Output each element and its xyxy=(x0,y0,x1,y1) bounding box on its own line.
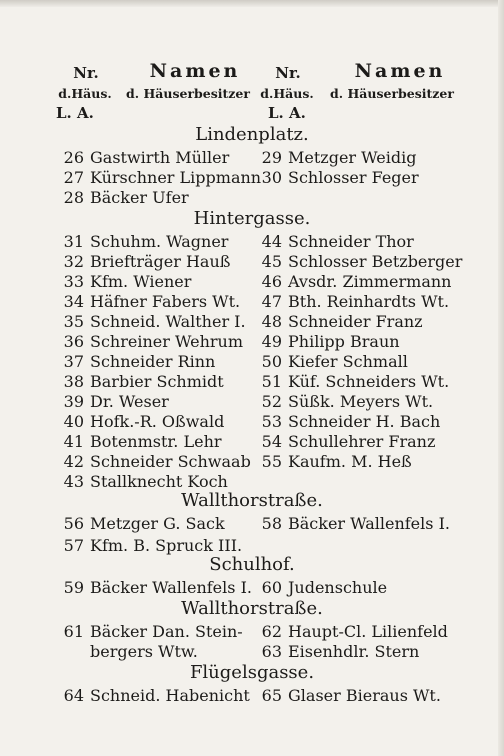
owner-name: Metzger Weidig xyxy=(288,148,417,167)
house-number: 57 xyxy=(63,536,84,555)
owner-name: Eisenhdlr. Stern xyxy=(288,642,420,661)
entry-left xyxy=(60,452,251,472)
house-number: 42 xyxy=(63,452,84,471)
house-number: 33 xyxy=(63,272,84,291)
street-heading: Flügelsgasse. xyxy=(189,662,315,683)
house-number: 36 xyxy=(63,332,84,351)
entry-right xyxy=(258,272,451,292)
owner-name: Briefträger Hauß xyxy=(90,252,231,271)
entry-left xyxy=(60,686,250,706)
house-number: 31 xyxy=(63,232,84,251)
house-number: 54 xyxy=(261,432,282,451)
entry-left xyxy=(60,536,242,556)
entry-right xyxy=(258,642,419,662)
owner-name: Gastwirth Müller xyxy=(90,148,230,167)
owner-name: Süßk. Meyers Wt. xyxy=(288,392,434,411)
house-number: 65 xyxy=(261,686,282,705)
owner-name: Hofk.-R. Oßwald xyxy=(90,412,225,431)
entry-left xyxy=(60,412,224,432)
house-number: 48 xyxy=(261,312,282,331)
house-number: 55 xyxy=(261,452,282,471)
owner-name: Bth. Reinhardts Wt. xyxy=(288,292,450,311)
table-row xyxy=(0,412,504,432)
owner-name: Kiefer Schmall xyxy=(288,352,408,371)
house-number: 63 xyxy=(261,642,282,661)
street-heading: Wallthorstraße. xyxy=(181,598,323,619)
header-owner-left: d. Häuserbesitzer xyxy=(126,86,250,101)
entry-left xyxy=(60,232,228,252)
table-row xyxy=(0,332,504,352)
house-number: 64 xyxy=(63,686,84,705)
entry-left xyxy=(60,432,222,452)
entry-right xyxy=(258,232,414,252)
house-number: 52 xyxy=(261,392,282,411)
entry-right xyxy=(258,452,412,472)
owner-name: Schreiner Wehrum xyxy=(90,332,244,351)
entry-right xyxy=(258,686,441,706)
table-row xyxy=(0,622,504,642)
owner-name: Schneid. Walther I. xyxy=(90,312,246,331)
house-number: 58 xyxy=(261,514,282,533)
header-house-left: d.Häus. xyxy=(58,86,112,101)
owner-name: Schneid. Habenicht xyxy=(90,686,250,705)
owner-name: Schlosser Betzberger xyxy=(288,252,463,271)
table-row xyxy=(0,686,504,706)
house-number: 49 xyxy=(261,332,282,351)
owner-name-continuation: bergers Wtw. xyxy=(90,642,198,661)
table-row xyxy=(0,232,504,252)
house-number: 34 xyxy=(63,292,84,311)
entry-right xyxy=(258,514,450,534)
entry-right xyxy=(258,372,449,392)
header-namen-right: Namen xyxy=(354,60,446,82)
entry-left xyxy=(60,148,229,168)
house-number: 39 xyxy=(63,392,84,411)
table-row xyxy=(0,252,504,272)
entry-right xyxy=(258,578,387,598)
entry-left xyxy=(60,622,243,642)
house-number: 44 xyxy=(261,232,282,251)
entry-left xyxy=(60,188,189,208)
owner-name: Schneider H. Bach xyxy=(288,412,441,431)
owner-name: Häfner Fabers Wt. xyxy=(90,292,241,311)
entry-left xyxy=(60,392,169,412)
entry-right xyxy=(258,352,408,372)
table-row xyxy=(0,642,504,662)
entry-right xyxy=(258,622,448,642)
entry-left xyxy=(60,272,191,292)
table-row xyxy=(0,372,504,392)
house-number: 47 xyxy=(261,292,282,311)
table-row xyxy=(0,312,504,332)
house-number: 62 xyxy=(261,622,282,641)
house-number: 41 xyxy=(63,432,84,451)
table-row xyxy=(0,168,504,188)
entry-right xyxy=(258,432,435,452)
header-nr-left: Nr. xyxy=(73,64,99,82)
street-heading: Schulhof. xyxy=(209,554,295,575)
house-number: 27 xyxy=(63,168,84,187)
entry-left xyxy=(60,332,243,352)
entry-left xyxy=(60,514,225,534)
owner-name: Metzger G. Sack xyxy=(90,514,225,533)
entry-right xyxy=(258,332,400,352)
entry-left xyxy=(60,168,261,188)
owner-name: Schuhm. Wagner xyxy=(90,232,229,251)
house-number: 59 xyxy=(63,578,84,597)
entry-right xyxy=(258,412,440,432)
header-la-right: L. A. xyxy=(268,104,306,122)
owner-name: Kfm. B. Spruck III. xyxy=(90,536,243,555)
house-number: 56 xyxy=(63,514,84,533)
table-row xyxy=(0,536,504,556)
top-rule xyxy=(0,0,504,7)
table-row xyxy=(0,272,504,292)
entry-left xyxy=(60,578,252,598)
table-row xyxy=(0,188,504,208)
table-row xyxy=(0,578,504,598)
table-row xyxy=(0,392,504,412)
header-nr-right: Nr. xyxy=(275,64,301,82)
owner-name: Barbier Schmidt xyxy=(90,372,224,391)
header-la-left: L. A. xyxy=(56,104,94,122)
house-number: 28 xyxy=(63,188,84,207)
entry-right xyxy=(258,392,433,412)
street-heading: Wallthorstraße. xyxy=(181,490,323,511)
entry-right xyxy=(258,292,449,312)
owner-name: Schneider Rinn xyxy=(90,352,216,371)
house-number: 38 xyxy=(63,372,84,391)
entry-left xyxy=(60,472,228,492)
entry-right xyxy=(258,168,419,188)
owner-name: Haupt-Cl. Lilienfeld xyxy=(288,622,448,641)
entry-right xyxy=(258,312,423,332)
entry-left xyxy=(60,292,240,312)
header-owner-right: d. Häuserbesitzer xyxy=(330,86,454,101)
entry-right xyxy=(258,148,416,168)
owner-name: Bäcker Ufer xyxy=(90,188,189,207)
table-row xyxy=(0,352,504,372)
house-number: 51 xyxy=(261,372,282,391)
table-row xyxy=(0,514,504,534)
table-row xyxy=(0,148,504,168)
house-number: 40 xyxy=(63,412,84,431)
owner-name: Bäcker Dan. Stein- xyxy=(90,622,243,641)
owner-name: Schneider Schwaab xyxy=(90,452,251,471)
house-number: 45 xyxy=(261,252,282,271)
owner-name: Schneider Franz xyxy=(288,312,423,331)
table-row xyxy=(0,292,504,312)
header-house-right: d.Häus. xyxy=(260,86,314,101)
owner-name: Kfm. Wiener xyxy=(90,272,192,291)
house-number: 50 xyxy=(261,352,282,371)
header-namen-left: Namen xyxy=(149,60,241,82)
owner-name: Bäcker Wallenfels I. xyxy=(90,578,252,597)
house-number: 61 xyxy=(63,622,84,641)
entry-left xyxy=(60,252,230,272)
owner-name: Dr. Weser xyxy=(90,392,169,411)
owner-name: Glaser Bieraus Wt. xyxy=(288,686,441,705)
owner-name: Kürschner Lippmann xyxy=(90,168,262,187)
entry-left xyxy=(60,312,246,332)
street-heading: Hintergasse. xyxy=(193,208,311,229)
table-row xyxy=(0,432,504,452)
owner-name: Schlosser Feger xyxy=(288,168,419,187)
house-number: 37 xyxy=(63,352,84,371)
house-number: 32 xyxy=(63,252,84,271)
owner-name: Judenschule xyxy=(288,578,388,597)
owner-name: Kaufm. M. Heß xyxy=(288,452,412,471)
owner-name: Botenmstr. Lehr xyxy=(90,432,222,451)
street-heading: Lindenplatz. xyxy=(195,124,309,145)
house-number: 60 xyxy=(261,578,282,597)
house-number: 43 xyxy=(63,472,84,491)
owner-name: Schneider Thor xyxy=(288,232,414,251)
owner-name: Schullehrer Franz xyxy=(288,432,436,451)
house-number: 46 xyxy=(261,272,282,291)
entry-left xyxy=(60,352,215,372)
house-number: 35 xyxy=(63,312,84,331)
owner-name: Philipp Braun xyxy=(288,332,400,351)
entry-left xyxy=(60,372,224,392)
owner-name: Küf. Schneiders Wt. xyxy=(288,372,450,391)
owner-name: Stallknecht Koch xyxy=(90,472,228,491)
house-number: 26 xyxy=(63,148,84,167)
table-row xyxy=(0,452,504,472)
entry-right xyxy=(258,252,462,272)
house-number: 30 xyxy=(261,168,282,187)
owner-name: Avsdr. Zimmermann xyxy=(288,272,452,291)
owner-name: Bäcker Wallenfels I. xyxy=(288,514,450,533)
house-number: 29 xyxy=(261,148,282,167)
table-row xyxy=(0,472,504,492)
house-number: 53 xyxy=(261,412,282,431)
